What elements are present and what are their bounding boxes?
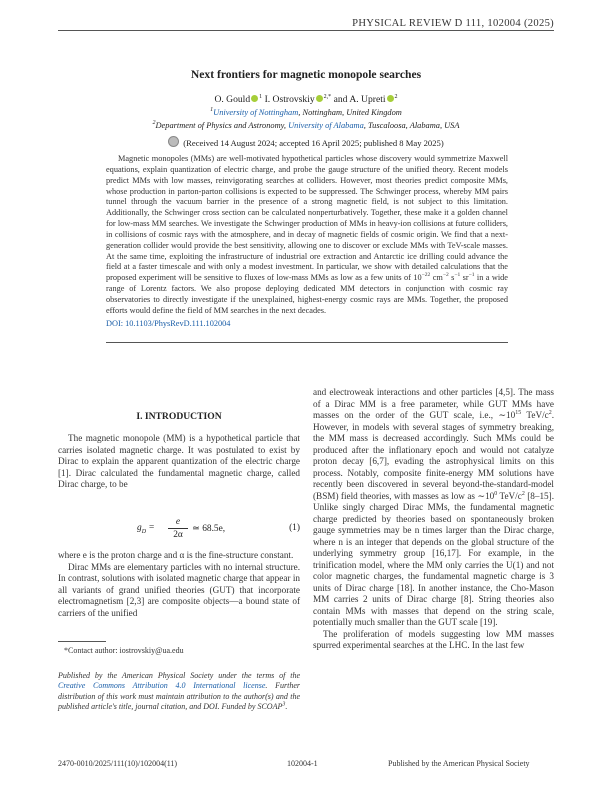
abstract-rule	[106, 342, 508, 343]
received-text: (Received 14 August 2024; accepted 16 April 2025; published 8 May 2025)	[183, 138, 444, 148]
intro-paragraph-2: where e is the proton charge and α is the fine-structure constant. Dirac MMs are elementary particles with no internal structure. In contrast, solutions with isolated magnetic charge that appear in all variants of grand unified theories (GUT) that incorporate electromagnetism [2,3] are composite objects—a bound state of carriers of the unified	[58, 550, 300, 618]
journal-citation: PHYSICAL REVIEW D 111, 102004 (2025)	[352, 18, 554, 29]
affiliation-1	[0, 108, 612, 117]
author-affiliation-marker: 2,*	[323, 93, 332, 100]
section-heading: I. INTRODUCTION	[136, 411, 222, 422]
affiliation-link[interactable]: University of Alabama	[288, 121, 364, 130]
author-gould: O. Gould	[214, 94, 251, 105]
affiliation-location: , Tuscaloosa, Alabama, USA	[363, 121, 460, 130]
received-dates	[0, 136, 612, 148]
intro-paragraph-1: The magnetic monopole (MM) is a hypothetical particle that carries isolated magnetic charge. It was postulated to exist by Dirac to explain the apparent quantization of the electric charge [1]. Dirac calculated the fundamental magnetic charge, called Dirac charge, to be	[58, 433, 300, 489]
author-affiliation-marker: 1	[259, 93, 263, 100]
affiliation-department: Department of Physics and Astronomy,	[155, 121, 286, 130]
affiliation-2	[0, 121, 612, 130]
author-upreti: A. Upreti	[349, 94, 386, 105]
contact-footnote: *Contact author: iostrovskiy@ua.edu	[64, 646, 184, 655]
article-title: Next frontiers for magnetic monopole searches	[190, 68, 422, 81]
author-affiliation-marker: 2	[394, 93, 398, 100]
equation-fraction: $\frac{e}{2\alpha}$	[168, 517, 188, 541]
affiliation-number: 2	[152, 120, 156, 127]
footer-issn: 2470-0010/2025/111(10)/102004(11)	[58, 759, 178, 768]
orcid-icon[interactable]	[387, 95, 394, 102]
affiliation-location: , Nottingham, United Kingdom	[298, 108, 402, 117]
orcid-icon[interactable]	[316, 95, 323, 102]
orcid-icon[interactable]	[251, 95, 258, 102]
footnote-rule	[58, 641, 106, 642]
header-rule	[58, 30, 554, 31]
journal-header	[0, 13, 612, 31]
affiliation-link[interactable]: University of Nottingham	[213, 108, 299, 117]
footer-page-number: 102004-1	[287, 759, 318, 768]
equation-dirac-charge: $g_D$ = $\frac{e}{2\alpha}$ ≃ 68.5e, (1)	[137, 517, 300, 540]
abstract: Magnetic monopoles (MMs) are well-motivated hypothetical particles whose discovery would symmetrize Maxwell equations, explain quantization of electric charge, and probe the gauge structure of the unified theory. Recent models predict MMs with low masses, reinvigorating searches at colliders. However, most theories predict composite MMs, whose production in parton-parton collisions is expected to be suppressed. The Schwinger process, whereby MM pairs tunnel through the vacuum barrier in the presence of a strong magnetic field, is not subject to this limitation. Additionally, the Schwinger cross section can be calculated nonperturbatively. Together, these make it a golden channel for low-mass MM searches. We investigate the Schwinger production of MMs in heavy-ion collisions at future colliders, in collisions of cosmic rays with the atmosphere, and in decay of magnetic fields of cosmic origin. We find that a next-generation collider would provide the best sensitivity, allowing one to discover or exclude MMs with TeV-scale masses. At the same time, exploiting the infrastructure of industrial ore extraction and Antarctic ice drilling could advance the field at a faster timescale and with only a modest investment. In particular, we show with detailed calculations that the proposed experiment will be sensitive to fluxes of low-mass MMs as low as a few units of $10^{-22}$ $cm^{-2}$ $s^{-1}$ $sr^{-1}$ in a wide range of Lorentz factors. We also propose deploying dedicated MM detectors in conjunction with cosmic ray observatories to directly investigate if the unexplained, highest-energy cosmic rays are MMs. Together, the proposed efforts would define the field of MM searches in the next decades.	[106, 154, 508, 315]
and-word: and	[333, 94, 348, 105]
author-ostrovskiy: I. Ostrovskiy	[264, 94, 315, 105]
affiliation-number: 1	[210, 107, 214, 114]
doi-link[interactable]: DOI: 10.1103/PhysRevD.111.102004	[106, 319, 231, 328]
license-link[interactable]: Creative Commons Attribution 4.0 International license	[58, 681, 266, 691]
license-notice: Published by the American Physical Society under the terms of the Creative Commons Attribution 4.0 International license. Further distribution of this work must maintain attribution to the author(s) and the published article's title, journal citation, and DOI. Funded by SCOAP$^3$.	[58, 671, 301, 711]
intro-right-column: and electroweak interactions and other particles [4,5]. The mass of a Dirac MM is a free parameter, while GUT MMs have masses on the order of the GUT scale, i.e., $\sim 10^{15}$ TeV/$c^2$. However, in models with several stages of symmetry breaking, the MM mass is decreased accordingly. Such MMs could be produced after the inflationary epoch and would not catalyze proton decay [6,7], evading the astrophysical limits on this process. Notably, composite finite-energy MM solutions have recently been discovered in several beyond-the-standard-model (BSM) field theories, with masses as low as $\sim 10^0$ TeV/$c^2$ [8–15]. Unlike singly charged Dirac MMs, the fundamental magnetic charge predicted by theories based on spontaneously broken gauge symmetries may be n times larger than the Dirac charge, where n is an integer that depends on the global structure of the underlying symmetry group [16,17]. For example, in the trinification model, where the MM only carries the U(1) and not color magnetic charges, the fundamental magnetic charge is 3 units of Dirac charge [18]. In another instance, the Cho-Mason MM carries 2 units of Dirac charge [8]. String theories also contain MMs with masses that depend on the string scale, potentially much smaller than the GUT scale [19]. The proliferation of models suggesting low MM masses spurred experimental searches at the LHC. In the last few	[313, 387, 555, 650]
check-for-updates-icon[interactable]	[168, 136, 179, 147]
footer-publisher: Published by the American Physical Society	[388, 759, 530, 768]
equation-number: (1)	[289, 523, 300, 533]
author-list	[0, 94, 612, 105]
